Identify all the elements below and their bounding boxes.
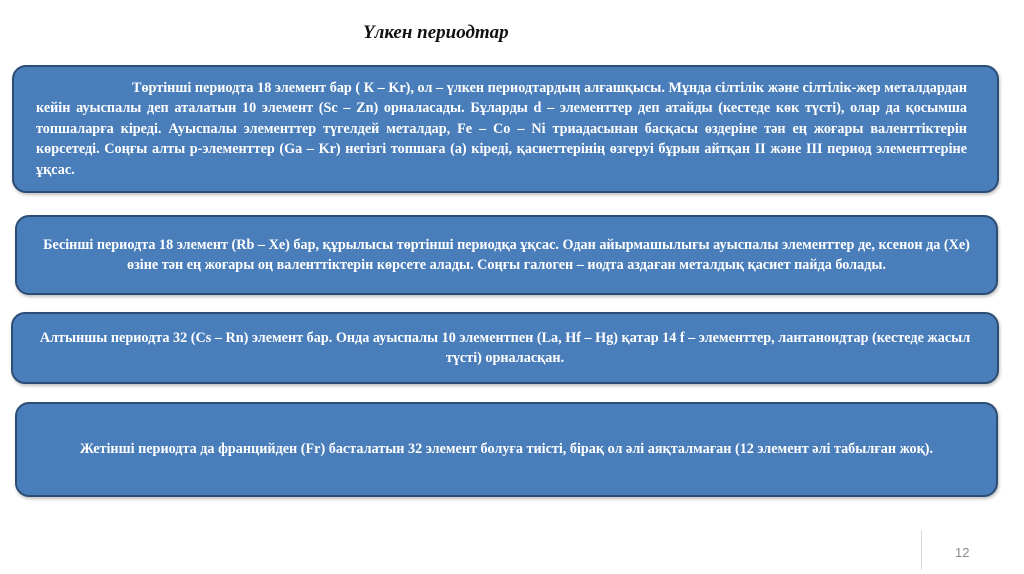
text-box-period-6-text: Алтыншы периодта 32 (Cs – Rn) элемент бар. Онда ауыспалы 10 элементпен (La, Hf – Hg) қатар 14 f – элементтер, лантаноидтар (кестеде жасыл түсті) орналасқан.	[39, 329, 971, 366]
text-box-period-7-text: Жетінші периодта да францийден (Fr) басталатын 32 элемент болуға тиісті, бірақ ол әлі аяқталмаған (12 элемент әлі табылған жоқ).	[79, 441, 934, 458]
text-box-period-6	[11, 312, 999, 384]
text-box-period-5-text: Бесінші периодта 18 элемент (Rb – Xe) бар, құрылысы төртінші периодқа ұқсас. Одан айырмашылығы ауыспалы элементтер де, ксенон да (Xe) өзіне тән ең жоғары оң валенттіктерін көрсете алады. Соңғы галоген – иодта аздаған металдық қасиет пайда болады.	[43, 236, 970, 273]
page-number: 12	[955, 545, 970, 560]
text-box-period-5	[15, 215, 998, 295]
text-box-period-4-text: Төртінші периодта 18 элемент бар ( К – Kr), ол – үлкен периодтардың алғашқысы. Мұнда сілтілік және сілтілік-жер металдардан кейін ауыспалы деп аталатын 10 элемент (Sc – Zn) орналасады. Бұларды d – элементтер деп атайды (кестеде көк түсті), олар да қосымша топшаларға кіреді. Ауыспалы элементтер түгелдей металдар, Fe – Co – Ni триадасынан басқасы өздеріне тән ең жоғары валенттіктерін көрсетеді. Соңғы алты p-элементтер (Ga – Kr) негізгі топшаға (а) кіреді, қасиеттерінің өзгеруі бұрын айтқан II және III период элементтеріне ұқсас.	[36, 79, 967, 178]
footer-divider	[921, 530, 922, 570]
slide-title: Үлкен периодтар	[363, 22, 509, 43]
text-box-period-4	[12, 65, 999, 193]
text-box-period-7	[15, 402, 998, 497]
